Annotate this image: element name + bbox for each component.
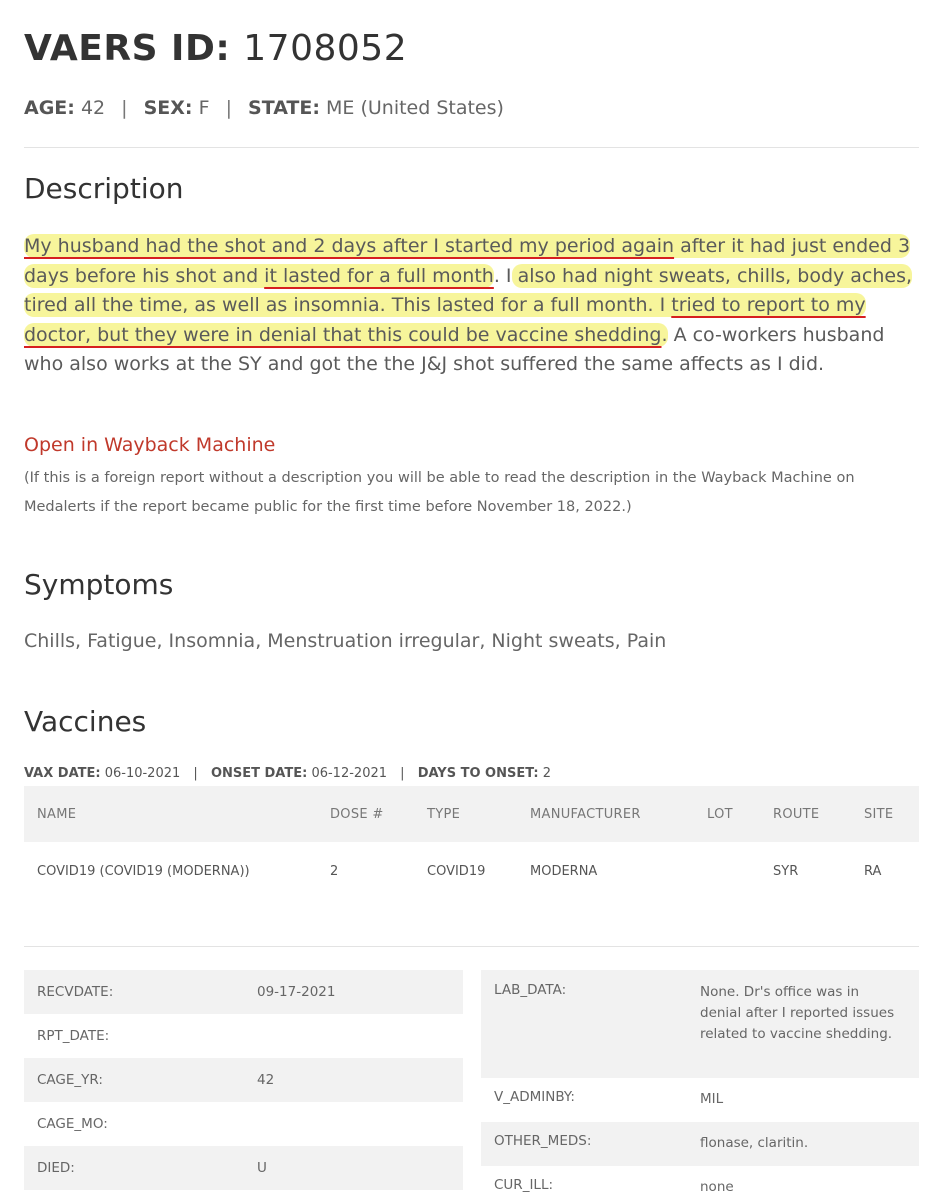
onset-date-value: 06-12-2021 — [311, 766, 388, 781]
title-label: VAERS ID: — [24, 28, 231, 69]
underlined-text: My husband had the shot and 2 days after I started my period again — [24, 235, 675, 257]
detail-value: flonase, claritin. — [700, 1135, 809, 1151]
description-segment: . — [661, 323, 668, 346]
detail-value: None. Dr's office was in denial after I reported issues related to vaccine shedding. — [700, 984, 895, 1042]
table-cell: COVID19 — [427, 863, 486, 879]
detail-row — [481, 970, 919, 1078]
divider — [24, 147, 919, 148]
detail-value: 09-17-2021 — [257, 983, 336, 1000]
detail-row — [24, 1102, 463, 1146]
vaers-id: 1708052 — [243, 28, 408, 69]
table-row — [24, 842, 919, 900]
sex-value: F — [198, 97, 210, 119]
divider — [24, 946, 919, 947]
patient-meta — [24, 97, 504, 119]
age-label: AGE: — [24, 97, 75, 119]
detail-key: LAB_DATA: — [494, 982, 567, 998]
detail-key: RECVDATE: — [37, 984, 114, 1000]
vaccine-dates — [24, 766, 551, 781]
detail-key: V_ADMINBY: — [494, 1089, 575, 1105]
detail-row — [24, 1014, 463, 1058]
description-heading: Description — [24, 172, 184, 205]
detail-row — [24, 970, 463, 1014]
detail-key: RPT_DATE: — [37, 1028, 110, 1044]
detail-row — [24, 1146, 463, 1190]
details-left-column — [24, 970, 463, 1190]
column-header: ROUTE — [773, 806, 820, 822]
column-header: LOT — [707, 806, 733, 822]
table-cell — [694, 842, 760, 900]
column-header: TYPE — [427, 806, 461, 822]
state-value: ME (United States) — [326, 97, 504, 119]
detail-value: 42 — [257, 1071, 275, 1088]
detail-value: MIL — [700, 1091, 724, 1107]
description-segment: . I — [493, 264, 512, 287]
description-segment: A co-workers husband who also works at the SY and got the the J&J shot suffered the same affects as I did. — [24, 323, 885, 375]
detail-value: none — [700, 1179, 734, 1195]
column-header: DOSE # — [330, 806, 384, 822]
column-header: MANUFACTURER — [530, 806, 641, 822]
detail-key: DIED: — [37, 1160, 75, 1176]
table-cell: RA — [864, 863, 882, 879]
detail-row — [481, 1166, 919, 1200]
wayback-machine-link[interactable]: Open in Wayback Machine — [24, 434, 276, 456]
detail-row — [481, 1122, 919, 1166]
wayback-note: (If this is a foreign report without a description you will be able to read the description in the Wayback Machine on Medalerts if the report became public for the first time before November 18, 2022.) — [24, 470, 855, 515]
detail-value: U — [257, 1159, 267, 1176]
detail-key: CUR_ILL: — [494, 1177, 554, 1193]
detail-row — [24, 1058, 463, 1102]
detail-key: CAGE_MO: — [37, 1116, 108, 1132]
description-segment: 3 days before his shot and — [24, 235, 911, 287]
state-label: STATE: — [248, 97, 320, 119]
age-value: 42 — [80, 97, 106, 119]
symptoms-heading: Symptoms — [24, 568, 174, 601]
details-right-column — [481, 970, 919, 1200]
underlined-text: tried to report to my doctor, but they were in denial that this could be vaccine shedding — [24, 294, 866, 346]
table-header-row — [24, 786, 919, 842]
days-to-onset-value: 2 — [542, 766, 551, 781]
meta-separator: | — [225, 97, 232, 119]
detail-key: CAGE_YR: — [37, 1072, 103, 1088]
vax-date-label: VAX DATE: — [24, 766, 101, 781]
column-header: SITE — [864, 806, 894, 822]
vaccines-heading: Vaccines — [24, 705, 147, 738]
vaccines-table — [24, 786, 919, 900]
table-cell: 2 — [330, 863, 339, 879]
table-cell: SYR — [773, 863, 799, 879]
detail-row — [481, 1078, 919, 1122]
table-cell: MODERNA — [530, 863, 598, 879]
meta-separator: | — [121, 97, 128, 119]
description-segment: after it had just ended — [674, 235, 892, 257]
column-header: NAME — [37, 806, 77, 822]
sex-label: SEX: — [143, 97, 193, 119]
meta-separator: | — [400, 766, 405, 781]
table-cell: COVID19 (COVID19 (MODERNA)) — [37, 863, 250, 879]
description-text — [24, 232, 919, 380]
underlined-text: it lasted for a full month — [264, 264, 494, 287]
detail-key: OTHER_MEDS: — [494, 1133, 592, 1149]
symptoms-list: Chills, Fatigue, Insomnia, Menstruation irregular, Night sweats, Pain — [24, 630, 667, 652]
description-segment: also had night sweats, chills, body aches, tired all the time, as well as insomnia. This lasted for a full month. I — [24, 264, 913, 316]
days-to-onset-label: DAYS TO ONSET: — [417, 766, 539, 781]
vax-date-value: 06-10-2021 — [104, 766, 181, 781]
page-title — [24, 28, 407, 69]
meta-separator: | — [193, 766, 198, 781]
onset-date-label: ONSET DATE: — [210, 766, 308, 781]
